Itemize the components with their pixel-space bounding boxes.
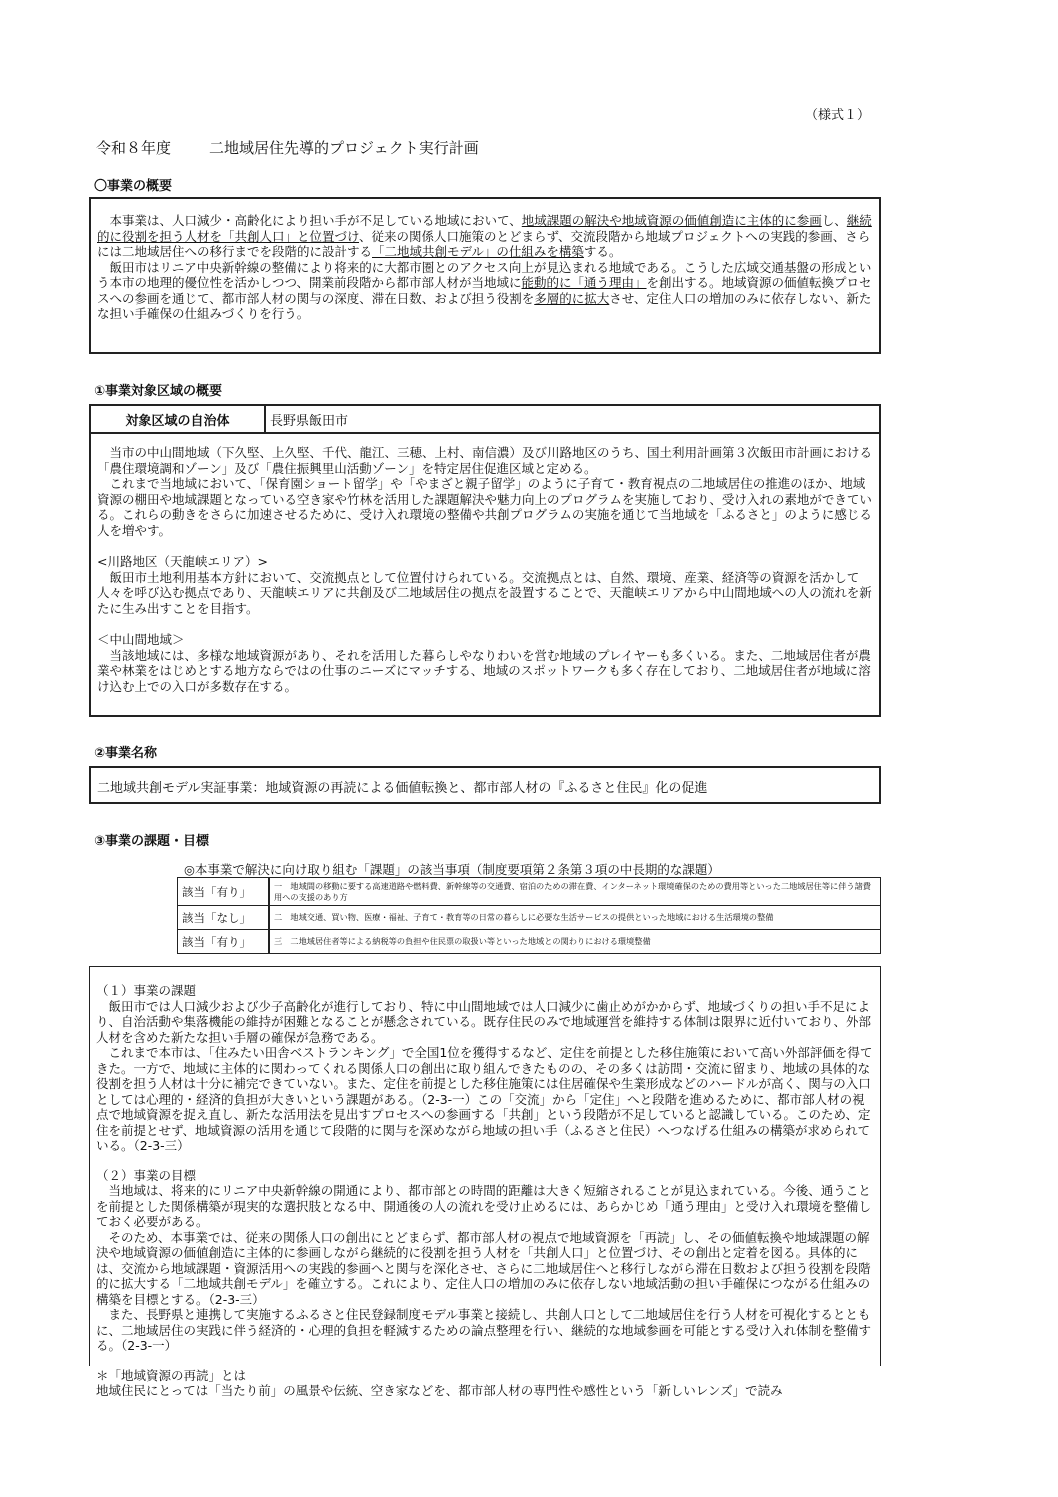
issue-flag: 該当「なし」 (178, 906, 270, 930)
text: させ、定住人口の増加のみに依存しない、新たな担い手確保の仕組みづくりを行う。 (97, 290, 872, 321)
area-subtitle-kawaji: <川路地区（天龍峡エリア）> (97, 554, 268, 569)
area-header-table (89, 404, 881, 434)
page-title (96, 137, 479, 158)
issue-flag: 該当「有り」 (178, 930, 270, 954)
text: を創出する。地域資源の価値転換プロセスへの参画を通じて、都市部人材の関与の深度、滞在日数、および担う役割を (97, 275, 872, 306)
underlined-text: 多層的に拡大 (534, 290, 610, 306)
issues-table-title: ◎本事業で解決に向け取り組む「課題」の該当事項（制度要項第２条第３項の中長期的な課題） (184, 862, 720, 877)
issues-section-2-paragraph-2: そのため、本事業では、従来の関係人口の創出にとどまらず、都市部人材の視点で地域資源を「再読」し、その価値転換や地域課題の解決や地域資源の価値創造に主体的に参画しながら継続的に役割を担う人材を「共創人口」と位置づけ、その創出と定着を図る。具体的には、交流から地域課題・資源活用への実践的参画へと関与を深化させ、さらに二地域居住へと移行しながら滞在日数および担う役割を段階的に拡大する「二地域共創モデル」を確立する。これにより、定住人口の増加のみに依存しない地域活動の担い手確保につながる仕組みの構築を目標とする。（2-3-三） (96, 1229, 871, 1307)
issues-box (89, 966, 881, 1398)
issues-heading: ③事業の課題・目標 (94, 834, 210, 849)
issues-note-paragraph: 地域住民にとっては「当たり前」の風景や伝統、空き家などを、都市部人材の専門性や感性という「新しいレンズ」で読み (96, 1383, 783, 1398)
area-subtitle-chusankan: ＜中山間地域＞ (97, 632, 185, 647)
text: 、従来の関係人口施策のとどまらず、交流段階から地域プロジェクトへの実践的参画、さらには二地域居住への移行までを段階的に設計する (97, 228, 871, 259)
table-row (178, 930, 881, 954)
overview-paragraph-1 (97, 213, 873, 260)
issue-description: 一 地域間の移動に要する高速道路や燃料費、新幹線等の交通費、宿泊のための滞在費、インターネット環境確保のための費用等といった二地域居住等に伴う諸費用への支援のあり方 (269, 878, 881, 906)
project-name-box (89, 766, 881, 804)
area-value: 長野県飯田市 (265, 405, 880, 433)
overview-heading: 〇事業の概要 (94, 179, 173, 194)
issues-section-1-title: （１）事業の課題 (96, 983, 197, 998)
area-label: 対象区域の自治体 (90, 405, 265, 433)
underlined-text: 地域課題の解決や地域資源の価値創造に主体的に参画 (521, 213, 822, 228)
title-main: 二地域居住先導的プロジェクト実行計画 (209, 139, 479, 157)
overview-box (89, 197, 881, 354)
issues-table (177, 877, 881, 954)
area-box (89, 431, 881, 717)
issues-section-2-paragraph-3: また、長野県と連携して実施するふるさと住民登録制度モデル事業と接続し、共創人口として二地域居住を行う人材を可視化するとともに、二地域居住の実践に伴う経済的・心理的負担を軽減するための論点整理を行い、継続的な地域参画を可能とする受け入れ体制を整備する。（2-3-一） (96, 1307, 872, 1353)
underlined-text: 継続的に役割を担う人材を「共創人口」と位置づけ (97, 213, 872, 244)
text: する。 (583, 244, 622, 259)
title-year: 令和８年度 (96, 139, 172, 157)
issues-section-2-title: （２）事業の目標 (96, 1167, 197, 1183)
area-paragraph-1: 当市の中山間地域（下久堅、上久堅、千代、龍江、三穂、上村、南信濃）及び川路地区のうち、国土利用計画第３次飯田市計画における「農住環境調和ゾーン」及び「農住振興里山活動ゾーン」を特定居住促進区域と定める。 (97, 445, 873, 476)
project-name-value: 二地域共創モデル実証事業：地域資源の再読による価値転換と、都市部人材の『ふるさと住民』化の促進 (97, 781, 708, 796)
underlined-text: 「二地域共創モデル」の仕組みを構築 (372, 244, 584, 259)
issue-description: 二 地域交通、買い物、医療・福祉、子育て・教育等の日常の暮らしに必要な生活サービスの提供といった地域における生活環境の整備 (269, 906, 881, 930)
issues-note-title: ＊「地域資源の再読」とは (96, 1367, 247, 1383)
text: し、 (821, 213, 847, 228)
form-number: （様式１） (804, 108, 870, 123)
text: 飯田市はリニア中央新幹線の整備により将来的に大都市圏とのアクセス向上が見込まれる地域である。こうした広域交通基盤の形成という本市の地理的優位性を活かしつつ、開業前段階から都市部人材が当地域に (97, 259, 872, 290)
area-paragraph-3: 飯田市土地利用基本方針において、交流拠点として位置付けられている。交流拠点とは、自然、環境、産業、経済等の資源を活かして人々を呼び込む拠点であり、天龍峡エリアに共創及び二地域居住の拠点を設置することで、天龍峡エリアから中山間地域への人の流れを新たに生み出すことを目指す。 (97, 569, 872, 616)
overview-paragraph-2 (97, 260, 873, 322)
underlined-text: 能動的に「通う理由」 (521, 275, 647, 290)
area-paragraph-4: 当該地域には、多様な地域資源があり、それを活用した暮らしやなりわいを営む地域のプレイヤーも多くいる。また、二地域居住者が農業や林業をはじめとする地方ならではの仕事のニーズにマッチする、地域のスポットワークも多く存在しており、二地域居住者が地域に溶け込む上での入口が多数存在する。 (97, 647, 871, 694)
table-row (178, 906, 881, 930)
issues-section-1-paragraph-1: 飯田市では人口減少および少子高齢化が進行しており、特に中山間地域では人口減少に歯止めがかからず、地域づくりの担い手不足により、自治活動や集落機能の維持が困難となることが懸念されている。既存住民のみで地域運営を維持する体制は限界に近付いており、外部人材を含めた新たな担い手層の確保が急務である。 (96, 998, 872, 1045)
area-heading: ①事業対象区域の概要 (94, 384, 223, 399)
issue-description: 三 二地域居住者等による納税等の負担や住民票の取扱い等といった地域との関わりにおける環境整備 (269, 930, 881, 954)
area-paragraph-2: これまで当地域において、「保育園ショート留学」や「やまざと親子留学」のように子育て・教育視点の二地域居住の推進のほか、地域資源の棚田や地域課題となっている空き家や竹林を活用した課題解決や魅力向上のプログラムを実施しており、受け入れの素地ができている。これらの動きをさらに加速させるために、受け入れ環境の整備や共創プログラムの実施を通じて当地域を「ふるさと」のように感じる人を増やす。 (97, 476, 872, 538)
table-row (178, 878, 881, 906)
text: 本事業は、人口減少・高齢化により担い手が不足している地域において、 (97, 213, 522, 228)
issue-flag: 該当「有り」 (178, 878, 270, 906)
issues-section-1-paragraph-2: これまで本市は、「住みたい田舎ベストランキング」で全国1位を獲得するなど、定住を前提とした移住施策において高い外部評価を得てきた。一方で、地域に主体的に関わってくれる関係人口の創出に取り組んできたものの、その多くは訪問・交流に留まり、地域の具体的な役割を担う人材は十分に補完できていない。また、定住を前提とした移住施策には住居確保や生業形成などのハードルが高く、関与の入口としては心理的・経済的負担が大きいという課題がある。（2-3-一）この「交流」から「定住」へと段階を進めるために、都市部人材の視点で地域資源を捉え直し、新たな活用法を見出すプロセスへの参画する「共創」という段階が不足していると認識している。このため、定住を前提とせず、地域資源の活用を通じて段階的に関与を深めながら地域の担い手（ふるさと住民）へつなげる仕組みの構築が求められている。（2-3-三） (96, 1045, 873, 1153)
project-name-heading: ②事業名称 (94, 746, 158, 761)
issues-section-2-paragraph-1: 当地域は、将来的にリニア中央新幹線の開通により、都市部との時間的距離は大きく短縮されることが見込まれている。今後、通うことを前提とした関係構築が現実的な選択肢となる中、開通後の人の流れを受け止めるには、あらかじめ「通う理由」と受け入れ環境を整備しておく必要がある。 (96, 1183, 872, 1229)
